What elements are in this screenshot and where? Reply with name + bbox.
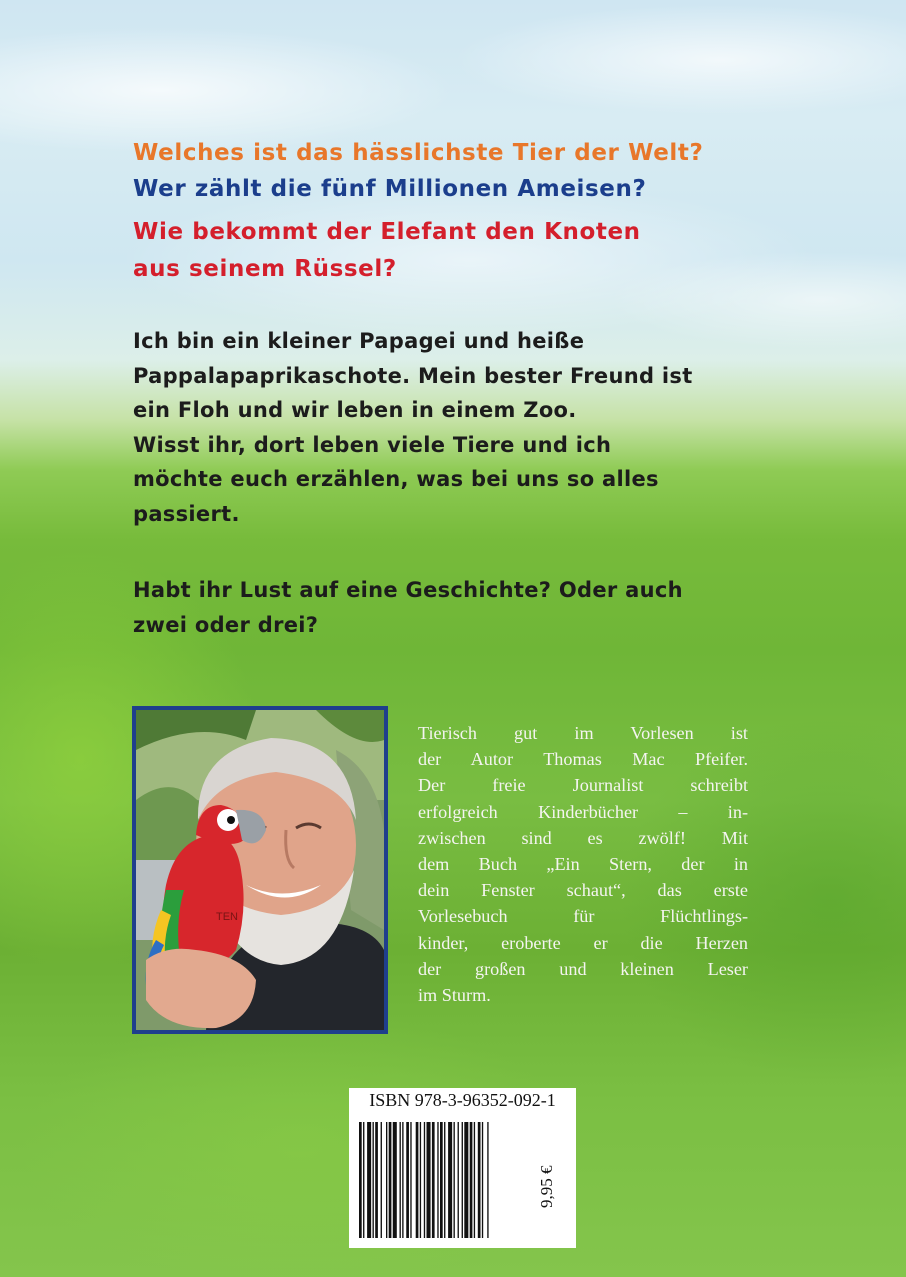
bio-line: im Sturm. [418, 985, 491, 1006]
question-ugliest-animal: Welches ist das hässlichste Tier der Welt? [133, 140, 704, 166]
bio-line: dem Buch „Ein Stern, der in [418, 854, 748, 875]
intro-paragraph [133, 324, 773, 531]
author-bio [418, 720, 748, 1008]
bio-line: Tierisch gut im Vorlesen ist [418, 723, 748, 743]
bio-line: Vorlesebuch für Flüchtlings- [418, 906, 748, 927]
barcode-block [349, 1088, 576, 1248]
bio-line: Der freie Journalist schreibt [418, 775, 748, 796]
author-photo [132, 706, 388, 1034]
invitation-line: Habt ihr Lust auf eine Geschichte? Oder auch [133, 578, 683, 602]
intro-line: ein Floh und wir leben in einem Zoo. [133, 398, 577, 422]
price-label: 9,95 € [537, 1165, 556, 1208]
author-with-parrot-illustration [136, 710, 384, 1030]
intro-line: Ich bin ein kleiner Papagei und heiße [133, 329, 585, 353]
isbn-number: ISBN 978-3-96352-092-1 [369, 1090, 556, 1110]
question-ants: Wer zählt die fünf Millionen Ameisen? [133, 176, 647, 202]
invitation-paragraph [133, 573, 773, 642]
intro-line: Pappalapaprikaschote. Mein bester Freund ist [133, 363, 693, 388]
question-elephant-line2: aus seinem Rüssel? [133, 256, 397, 282]
question-elephant-line1: Wie bekommt der Elefant den Knoten [133, 219, 641, 245]
bio-line: der großen und kleinen Leser [418, 958, 748, 979]
intro-line: Wisst ihr, dort leben viele Tiere und ich [133, 432, 612, 457]
bio-line: der Autor Thomas Mac Pfeifer. [418, 749, 748, 770]
bio-line: dein Fenster schaut“, das erste [418, 880, 748, 901]
bio-line: kinder, eroberte er die Herzen [418, 932, 748, 953]
toy-label: TEN [216, 911, 238, 923]
barcode [359, 1122, 531, 1238]
bio-line: erfolgreich Kinderbücher – in- [418, 801, 748, 822]
intro-line: möchte euch erzählen, was bei uns so alles [133, 467, 659, 491]
bio-line: zwischen sind es zwölf! Mit [418, 827, 748, 848]
invitation-line: zwei oder drei? [133, 612, 319, 637]
intro-line: passiert. [133, 501, 240, 526]
